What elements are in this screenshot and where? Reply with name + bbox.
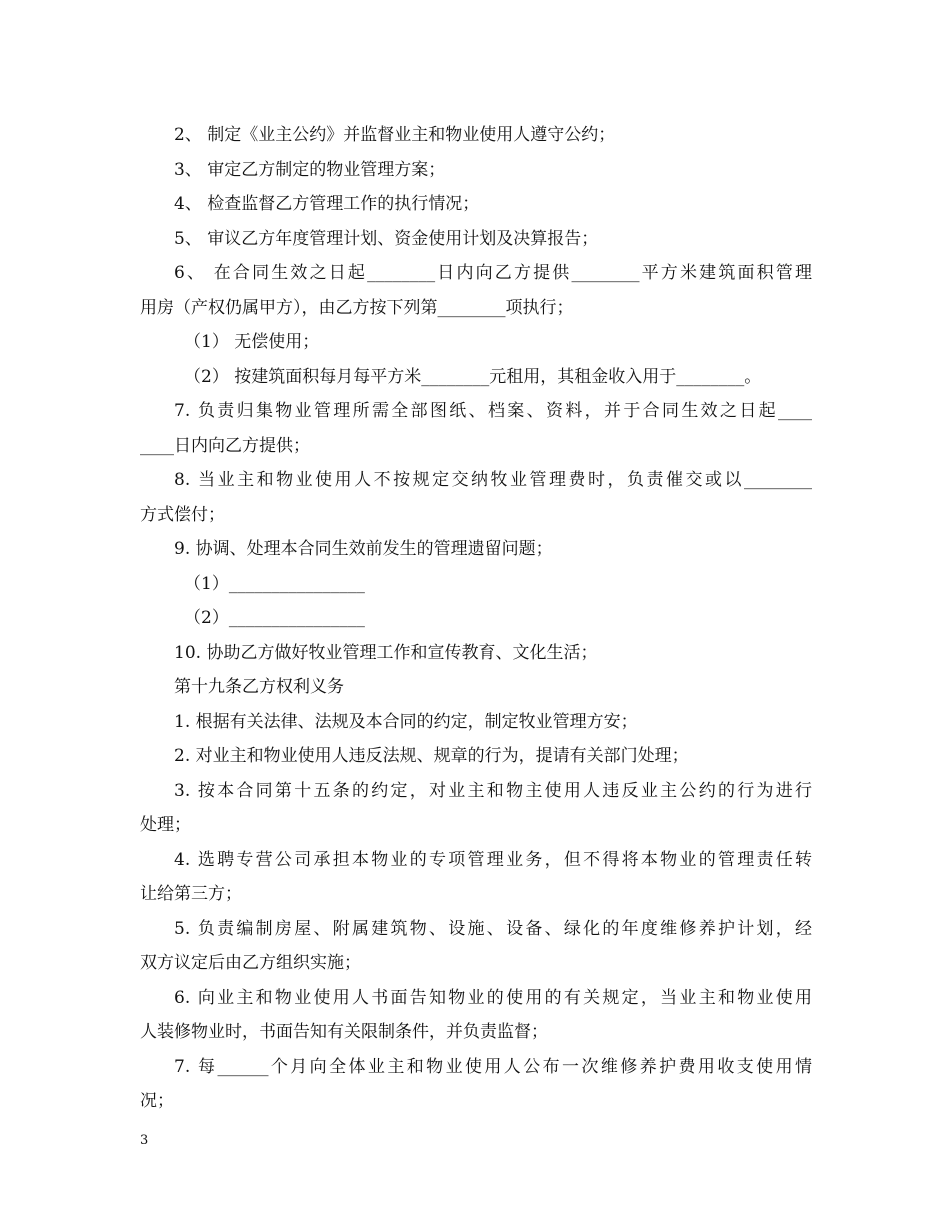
text-line: 5、 审议乙方年度管理计划、资金使用计划及决算报告； [174, 228, 599, 249]
text-line: 2. 对业主和物业使用人违反法规、规章的行为，提请有关部门处理； [174, 746, 689, 766]
text-line: ____日内向乙方提供； [140, 435, 310, 456]
text-line: 4、 检查监督乙方管理工作的执行情况； [174, 194, 480, 214]
text-line: （1）________________ [184, 573, 365, 594]
text-line: 双方议定后由乙方组织实施； [140, 953, 361, 973]
text-line: （2）________________ [184, 608, 365, 628]
text-line: 6、 在合同生效之日起________日内向乙方提供________平方米建筑面积管理 [174, 263, 812, 283]
section-heading: 第十九条乙方权利义务 [174, 677, 344, 697]
text-line: 9. 协调、处理本合同生效前发生的管理遗留问题； [174, 539, 553, 559]
text-line: 7. 负责归集物业管理所需全部图纸、档案、资料，并于合同生效之日起____ [174, 401, 812, 421]
text-line: （1） 无偿使用； [184, 332, 320, 352]
text-line: 3、 审定乙方制定的物业管理方案； [174, 159, 446, 180]
text-line: 1. 根据有关法律、法规及本合同的约定，制定牧业管理方安； [174, 711, 638, 732]
document-body [140, 118, 812, 1119]
text-line: 用房（产权仍属甲方），由乙方按下列第________项执行； [140, 297, 574, 318]
text-line: （2） 按建筑面积每月每平方米________元租用，其租金收入用于________。 [184, 366, 762, 387]
text-line: 人装修物业时，书面告知有关限制条件，并负责监督； [140, 1022, 548, 1042]
page-number: 3 [140, 1133, 149, 1148]
text-line: 10. 协助乙方做好牧业管理工作和宣传教育、文化生活； [174, 642, 598, 663]
text-line: 让给第三方； [140, 884, 242, 904]
text-line: 8. 当业主和物业使用人不按规定交纳牧业管理费时，负责催交或以________ [174, 470, 812, 490]
text-line: 4. 选聘专营公司承担本物业的专项管理业务，但不得将本物业的管理责任转 [174, 849, 812, 870]
text-line: 3. 按本合同第十五条的约定，对业主和物主使用人违反业主公约的行为进行 [174, 780, 812, 801]
text-line: 方式偿付； [140, 504, 225, 525]
text-line: 处理； [140, 815, 191, 835]
text-line: 7. 每______个月向全体业主和物业使用人公布一次维修养护费用收支使用情 [174, 1056, 812, 1077]
text-line: 2、 制定《业主公约》并监督业主和物业使用人遵守公约； [174, 125, 616, 145]
text-line: 5. 负责编制房屋、附属建筑物、设施、设备、绿化的年度维修养护计划，经 [174, 918, 812, 939]
text-line: 况； [140, 1091, 174, 1111]
text-line: 6. 向业主和物业使用人书面告知物业的使用的有关规定，当业主和物业使用 [174, 987, 812, 1008]
